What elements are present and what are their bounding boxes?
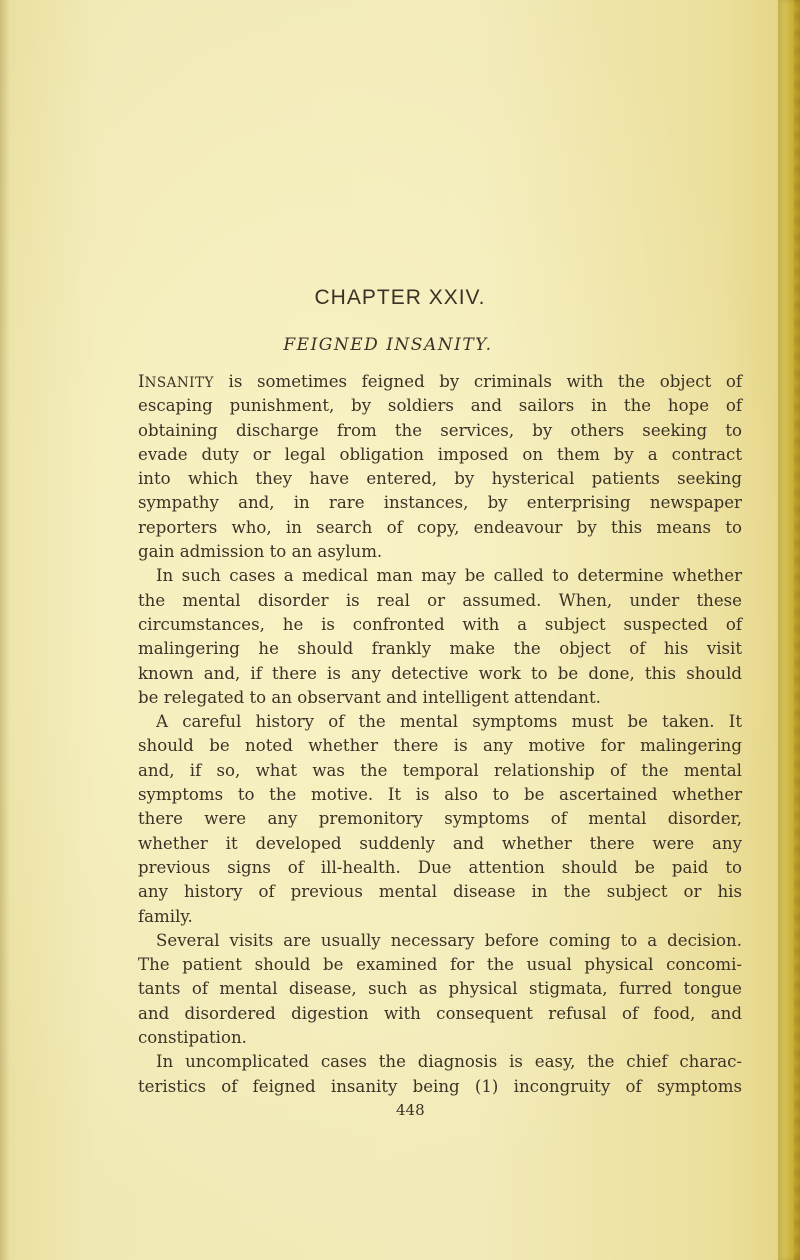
small-caps-word: NSANITY [144, 375, 214, 391]
text-line: The patient should be examined for the usual physical concomi- [138, 955, 742, 975]
text-line: previous signs of ill-health. Due attention should be paid to [138, 857, 742, 877]
text-line: be relegated to an observant and intelligent attendant. [138, 687, 601, 707]
text-line: constipation. [138, 1028, 247, 1048]
text-line: family. [138, 906, 193, 926]
text-line: and, if so, what was the temporal relationship of the mental [138, 760, 742, 780]
text-line: teristics of feigned insanity being (1) incongruity of symptoms [138, 1076, 742, 1096]
text-line: whether it developed suddenly and whether there were any [138, 833, 742, 853]
text-line: should be noted whether there is any motive for malingering [138, 736, 742, 756]
page-edge [778, 0, 800, 1260]
text-line: sympathy and, in rare instances, by enterprising newspaper [138, 493, 742, 513]
text-line: INSANITY is sometimes feigned by criminals with the object of [138, 372, 742, 391]
body-text [138, 370, 742, 1099]
text-line: and disordered digestion with consequent refusal of food, and [138, 1003, 742, 1023]
page-fold-shadow [0, 0, 10, 1260]
text-line: there were any premonitory symptoms of mental disorder, [138, 809, 742, 829]
text-line: tants of mental disease, such as physical stigmata, furred tongue [138, 979, 742, 999]
text-line: known and, if there is any detective work to be done, this should [138, 663, 742, 683]
text-line: escaping punishment, by soldiers and sailors in the hope of [138, 396, 742, 416]
text-line: In such cases a medical man may be called to determine whether [156, 566, 742, 586]
text-line: circumstances, he is confronted with a subject suspected of [138, 614, 742, 634]
chapter-title: CHAPTER XXIV. [314, 286, 486, 309]
text-line: into which they have entered, by hysterical patients seeking [138, 469, 742, 489]
text-line: symptoms to the motive. It is also to be ascertained whether [138, 785, 742, 805]
page-number: 448 [396, 1101, 425, 1119]
drop-word: I [138, 372, 145, 391]
text-line: gain admission to an asylum. [138, 542, 383, 562]
text-line: any history of previous mental disease in the subject or his [138, 882, 742, 902]
text-line: malingering he should frankly make the object of his visit [138, 639, 742, 659]
text-line: In uncomplicated cases the diagnosis is easy, the chief charac- [156, 1052, 742, 1072]
text-line: obtaining discharge from the services, by others seeking to [138, 420, 742, 440]
text-line: reporters who, in search of copy, endeavour by this means to [138, 517, 742, 537]
text-line: the mental disorder is real or assumed. When, under these [138, 590, 742, 610]
chapter-subtitle: FEIGNED INSANITY. [283, 335, 493, 355]
text-line: evade duty or legal obligation imposed on them by a contract [138, 444, 742, 464]
text-line: Several visits are usually necessary before coming to a decision. [156, 930, 742, 950]
text-line: A careful history of the mental symptoms must be taken. It [156, 712, 742, 732]
